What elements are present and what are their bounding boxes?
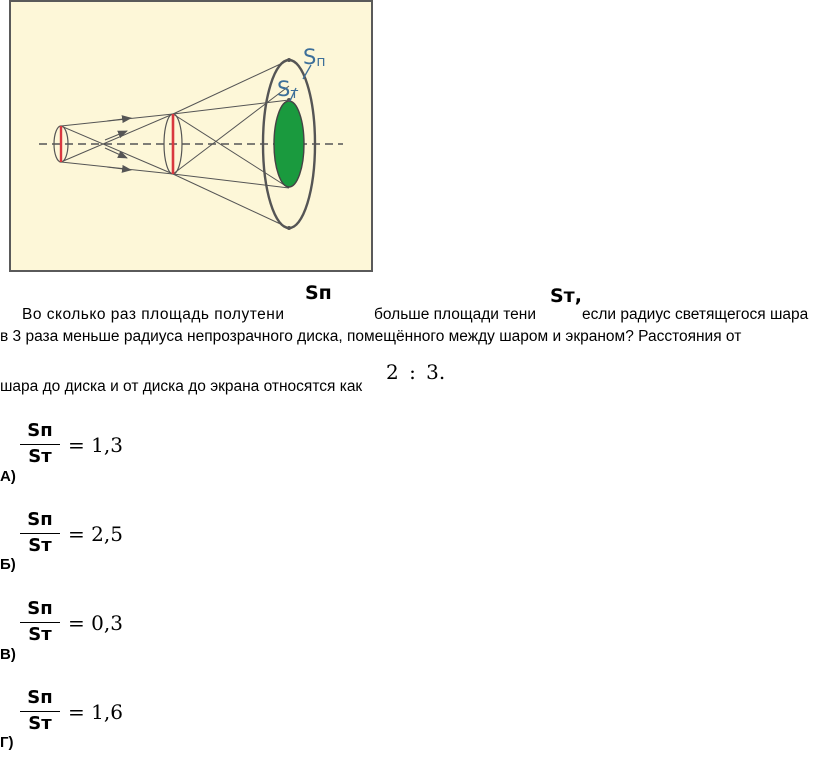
option-a-fraction: [20, 420, 60, 468]
option-c-fraction: [20, 598, 60, 646]
option-a-letter: А): [0, 468, 16, 485]
option-d-letter: Г): [0, 734, 14, 751]
ray-cross-2: [61, 114, 173, 162]
question-part1: Во сколько раз площадь полутени: [22, 306, 285, 323]
option-a-numerator: Sп: [27, 420, 53, 441]
question-line2: в 3 раза меньше радиуса непрозрачного диска, помещённого между шаром и экраном? Расстояния от: [0, 328, 742, 345]
symbol-penumbra: Sп: [305, 282, 332, 304]
option-b-numerator: Sп: [27, 509, 53, 530]
option-c-numerator: Sп: [27, 598, 53, 619]
question-line3: шара до диска и от диска до экрана относятся как: [0, 378, 363, 395]
option-c-letter: В): [0, 646, 16, 663]
question-part3: если радиус светящегося шара: [582, 306, 809, 323]
distance-ratio: 2 : 3.: [386, 360, 446, 384]
option-c-value: = 0,3: [68, 611, 123, 635]
option-a-value: = 1,3: [68, 433, 123, 457]
option-d-numerator: Sп: [27, 687, 53, 708]
option-b-denominator: Sт: [28, 535, 52, 557]
option-b-fraction: [20, 509, 60, 557]
option-a-denominator: Sт: [28, 446, 52, 468]
shadow-diagram: [9, 0, 373, 272]
label-penumbra: Sп: [303, 45, 326, 70]
option-d-fraction: [20, 687, 60, 735]
option-d-value: = 1,6: [68, 700, 123, 724]
option-c-denominator: Sт: [28, 624, 52, 646]
shadow-ellipse: [274, 101, 304, 187]
symbol-shadow: Sт,: [550, 285, 582, 307]
label-shadow: Sт: [277, 77, 299, 102]
ray-cross-1: [61, 126, 173, 174]
option-b-value: = 2,5: [68, 522, 123, 546]
shadow-diagram-svg: [11, 2, 371, 270]
option-d-denominator: Sт: [28, 713, 52, 735]
option-b-letter: Б): [0, 556, 16, 573]
question-part2: больше площади тени: [374, 306, 537, 323]
